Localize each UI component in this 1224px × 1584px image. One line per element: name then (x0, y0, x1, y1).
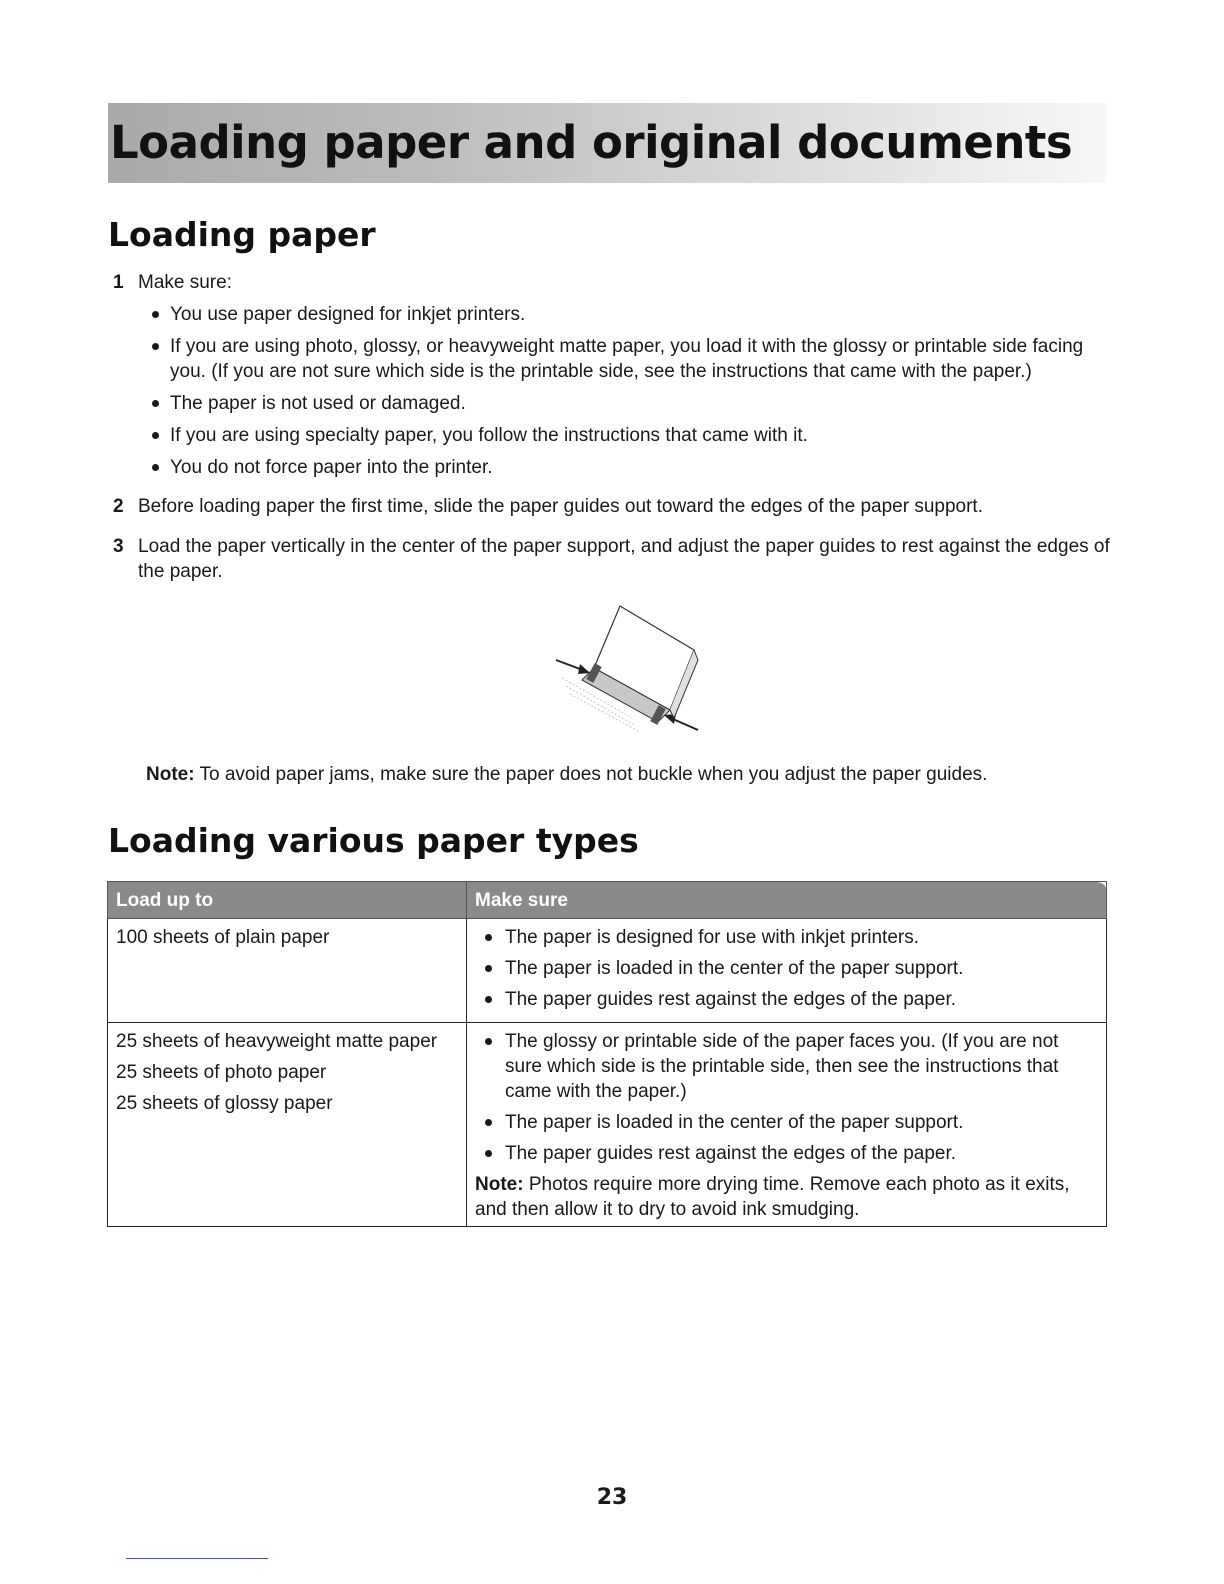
step-text-2: Before loading paper the first time, slide the paper guides out toward the edges of the paper support. (138, 496, 983, 517)
footer-rule (126, 1558, 268, 1559)
section-heading-loading-paper: Loading paper (108, 215, 376, 254)
list-item: If you are using photo, glossy, or heavyweight matte paper, you load it with the glossy or printable side facing you. (If you are not sure which side is the printable side, see the instructions that came with the paper.) (150, 334, 1113, 384)
paper-loading-illustration (552, 598, 702, 738)
page-title: Loading paper and original documents (110, 116, 1073, 169)
table-row (108, 1023, 1107, 1227)
table-cell-make-sure (467, 919, 1107, 1023)
list-item: The glossy or printable side of the paper faces you. (If you are not sure which side is the printable side, then see the instructions that came with the paper.) (475, 1029, 1100, 1104)
load-amount: 100 sheets of plain paper (116, 927, 330, 948)
table-cell-load (108, 1023, 467, 1227)
table-header-row (108, 882, 1107, 919)
step-number-3: 3 (113, 536, 124, 557)
note-label: Note: (475, 1174, 524, 1195)
table-cell-make-sure (467, 1023, 1107, 1227)
list-item: The paper is not used or damaged. (150, 391, 1113, 416)
load-amount: 25 sheets of photo paper (116, 1062, 327, 1083)
note-text: To avoid paper jams, make sure the paper does not buckle when you adjust the paper guides. (199, 764, 988, 785)
step-text-3: Load the paper vertically in the center of the paper support, and adjust the paper guides to rest against the edges of the paper. (138, 536, 1110, 582)
step-number-1: 1 (113, 272, 124, 293)
list-item: You use paper designed for inkjet printers. (150, 302, 1113, 327)
list-item: The paper is loaded in the center of the paper support. (475, 1110, 1100, 1135)
make-sure-list (150, 302, 1113, 487)
list-item: You do not force paper into the printer. (150, 455, 1113, 480)
list-item: The paper is loaded in the center of the paper support. (475, 956, 1100, 981)
note-label: Note: (146, 764, 195, 785)
section-heading-various-types: Loading various paper types (108, 821, 639, 860)
make-sure-list (475, 1029, 1100, 1166)
note-paper-jams (146, 762, 1106, 787)
table-row (108, 919, 1107, 1023)
load-amount: 25 sheets of glossy paper (116, 1093, 333, 1114)
step-text-1: Make sure: (138, 272, 232, 293)
list-item: The paper guides rest against the edges of the paper. (475, 1141, 1100, 1166)
step-number-2: 2 (113, 496, 124, 517)
column-header-load-up-to: Load up to (108, 882, 467, 919)
list-item: If you are using specialty paper, you follow the instructions that came with it. (150, 423, 1113, 448)
load-amount: 25 sheets of heavyweight matte paper (116, 1031, 438, 1052)
note-text: Photos require more drying time. Remove each photo as it exits, and then allow it to dry to avoid ink smudging. (475, 1174, 1070, 1220)
paper-types-table (107, 881, 1107, 1227)
list-item: The paper guides rest against the edges of the paper. (475, 987, 1100, 1012)
make-sure-list (475, 925, 1100, 1012)
table-note (475, 1172, 1100, 1222)
page-number: 23 (596, 1485, 628, 1510)
table-cell-load (108, 919, 467, 1023)
column-header-make-sure: Make sure (467, 882, 1107, 919)
list-item: The paper is designed for use with inkjet printers. (475, 925, 1100, 950)
